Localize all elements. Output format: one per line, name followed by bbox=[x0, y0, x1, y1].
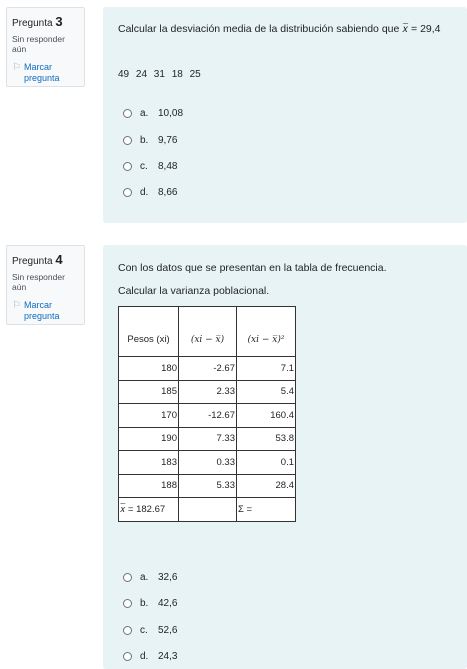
question-info-4 bbox=[6, 245, 85, 325]
question-number: Pregunta 3 bbox=[12, 14, 63, 29]
table-header: (xi − 𝑥̅)² bbox=[237, 307, 296, 357]
data-values: 49 24 31 18 25 bbox=[118, 69, 201, 80]
frequency-table bbox=[118, 306, 296, 522]
answer-option-b[interactable]: b. 42,6 bbox=[123, 598, 177, 609]
question-text: Calcular la varianza poblacional. bbox=[118, 285, 270, 297]
answer-option-a[interactable]: a. 32,6 bbox=[123, 572, 177, 583]
answer-option-d[interactable]: d. 24,3 bbox=[123, 651, 177, 662]
answer-option-c[interactable]: c. 8,48 bbox=[123, 161, 177, 172]
question-state: Sin responder aún bbox=[12, 34, 65, 54]
answer-option-c[interactable]: c. 52,6 bbox=[123, 625, 177, 636]
question-state: Sin responder aún bbox=[12, 272, 65, 292]
flag-icon: ⚐ bbox=[12, 62, 21, 73]
question-number: Pregunta 4 bbox=[12, 252, 63, 267]
answer-option-b[interactable]: b. 9,76 bbox=[123, 135, 177, 146]
flag-question-link[interactable]: ⚐ Marcar pregunta bbox=[12, 62, 60, 83]
radio-button[interactable] bbox=[123, 652, 132, 661]
radio-button[interactable] bbox=[123, 573, 132, 582]
table-footer-row: 𝑥̅ = 182.67 Σ = bbox=[119, 498, 296, 522]
table-header-row bbox=[119, 307, 296, 357]
table-row: 190 7.33 53.8 bbox=[119, 427, 296, 451]
table-row: 180 -2.67 7.1 bbox=[119, 357, 296, 381]
radio-button[interactable] bbox=[123, 162, 132, 171]
table-row: 185 2.33 5.4 bbox=[119, 380, 296, 404]
flag-question-link[interactable]: ⚐ Marcar pregunta bbox=[12, 300, 60, 321]
table-row: 188 5.33 28.4 bbox=[119, 474, 296, 498]
question-content-4 bbox=[103, 245, 467, 669]
radio-button[interactable] bbox=[123, 599, 132, 608]
radio-button[interactable] bbox=[123, 626, 132, 635]
answer-option-a[interactable]: a. 10,08 bbox=[123, 108, 183, 119]
answer-option-d[interactable]: d. 8,66 bbox=[123, 187, 177, 198]
radio-button[interactable] bbox=[123, 109, 132, 118]
table-row: 183 0.33 0.1 bbox=[119, 451, 296, 475]
question-info-3 bbox=[6, 7, 85, 87]
question-text: Calcular la desviación media de la distribución sabiendo que 𝑥̅ = 29,4 bbox=[118, 23, 441, 35]
question-content-3 bbox=[103, 7, 467, 223]
flag-icon: ⚐ bbox=[12, 300, 21, 311]
question-intro: Con los datos que se presentan en la tabla de frecuencia. bbox=[118, 262, 387, 274]
table-row: 170 -12.67 160.4 bbox=[119, 404, 296, 428]
table-header: Pesos (xi) bbox=[119, 307, 179, 357]
radio-button[interactable] bbox=[123, 136, 132, 145]
radio-button[interactable] bbox=[123, 188, 132, 197]
table-header: (xi − 𝑥̅) bbox=[179, 307, 237, 357]
